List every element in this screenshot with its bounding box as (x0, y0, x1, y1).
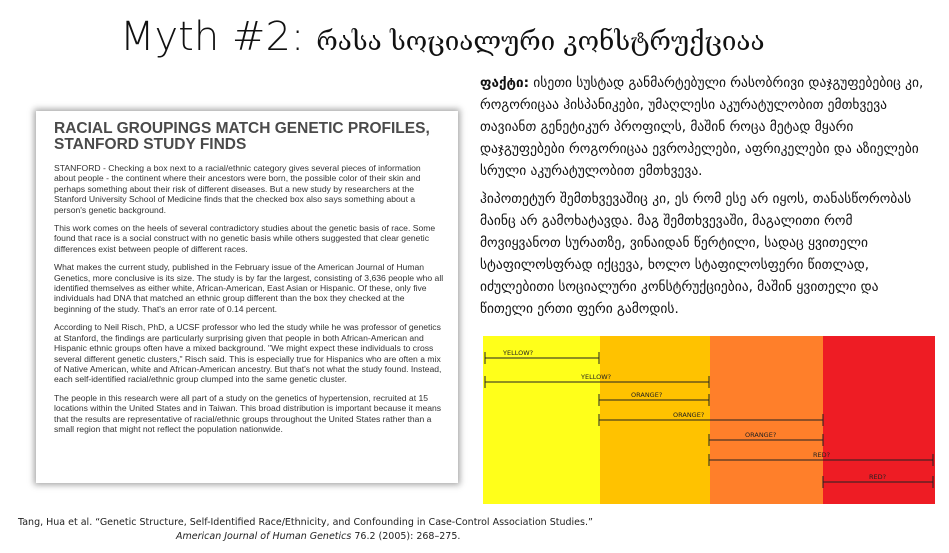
article-paragraph: According to Neil Risch, PhD, a UCSF professor who led the study while he was professor of genetics at Stanford, the findings are particularly surprising given that people in both African-American and Hispanic ethnic groups often have a mixed background. "We might expect these individuals to cross several different genetic clusters," Risch said. This is especially true for Hispanics who are often a mix of Native American, white and African-American ancestry. But that's not what the study found. Instead, each self-identified racial/ethnic group clumped into the same genetic cluster. (54, 322, 442, 385)
arrow-label: ORANGE? (673, 411, 705, 419)
fact-label: ფაქტი: (480, 75, 529, 91)
arrow-label: ORANGE? (745, 431, 777, 439)
news-article-image (36, 111, 458, 483)
article-paragraph: The people in this research were all part of a study on the genetics of hypertension, recruited at 15 locations within the United States and in Taiwan. This broad distribution is important because it means that the results are representative of racial/ethnic groups throughout the United States rather than a small region that might not reflect the population nationwide. (54, 392, 442, 434)
arrow-label: RED? (869, 473, 887, 481)
slide-title-prefix: Myth #2: (120, 14, 305, 60)
fact-paragraph-1 (480, 72, 935, 182)
fact-text-1: ისეთი სუსტად განმარტებული რასობრივი დაჯგუფებებიც კი, როგორიცაა ჰისპანიკები, უმაღლესი აკურატულობით ემთხვევა თავიანთ გენეტიკურ პროფილს, მაშინ როცა მეტად მყარი დაჯგუფებები როგორიცაა ევროპელები, აფრიკელები და აზიელები სრული აკურატულობით ემთხვევა. (480, 75, 924, 179)
citation (18, 516, 658, 544)
citation-journal: American Journal of Human Genetics (176, 531, 352, 542)
slide-title-georgian: რასა სოციალური კონსტრუქციაა (316, 27, 765, 57)
citation-details: 76.2 (2005): 268–275. (351, 531, 461, 542)
color-spectrum-figure (483, 336, 935, 504)
fact-text-block (480, 72, 935, 326)
range-arrows (483, 336, 935, 504)
arrow-label: YELLOW? (503, 349, 534, 357)
arrow-label: RED? (813, 451, 831, 459)
arrow-label: ORANGE? (631, 391, 663, 399)
citation-line-1: Tang, Hua et al. “Genetic Structure, Self-Identified Race/Ethnicity, and Confounding in Case-Control Association Studies.” (18, 517, 593, 528)
fact-paragraph-2: ჰიპოთეტურ შემთხვევაშიც კი, ეს რომ ესე არ იყოს, თანასწორობას მაინც არ გამოხატავდა. მაგ შემთხვევაში, მაგალითი რომ მოვიყვანოთ სურათზე, ვინაიდან წერტილი, სადაც ყვითელი სტაფილოსფრად იქცევა, ხოლო სტაფილოსფერი წითლად, იძულებითი სოციალური კონსტრუქციებია, მაშინ ყვითელი და წითელი ერთი ფერი გამოდის. (480, 191, 912, 317)
article-paragraph: This work comes on the heels of several contradictory studies about the genetic basis of race. Some found that race is a social construct with no genetic basis while others suggested that clear genetic differences exist between people of different races. (54, 223, 436, 254)
article-headline: RACIAL GROUPINGS MATCH GENETIC PROFILES, STANFORD STUDY FINDS (54, 120, 430, 153)
slide-title (120, 14, 920, 74)
article-paragraph: What makes the current study, published in the February issue of the American Journal of Human Genetics, more conclusive is its size. The study is by far the largest, consisting of 3,636 people who all identified themselves as either white, African-American, East Asian or Hispanic. Of these, only five individuals had DNA that matched an ethnic group different than the box they checked at the beginning of the study. That's an error rate of 0.14 percent. (54, 262, 444, 314)
article-paragraph: STANFORD - Checking a box next to a racial/ethnic category gives several pieces of information about people - the continent where their ancestors were born, the possible color of their skin and perhaps something about their risk of different diseases. But a new study by researchers at the Stanford University School of Medicine finds that the checked box also says something about a person's genetic background. (54, 163, 421, 215)
arrow-label: YELLOW? (581, 373, 612, 381)
citation-line-2 (18, 530, 658, 544)
